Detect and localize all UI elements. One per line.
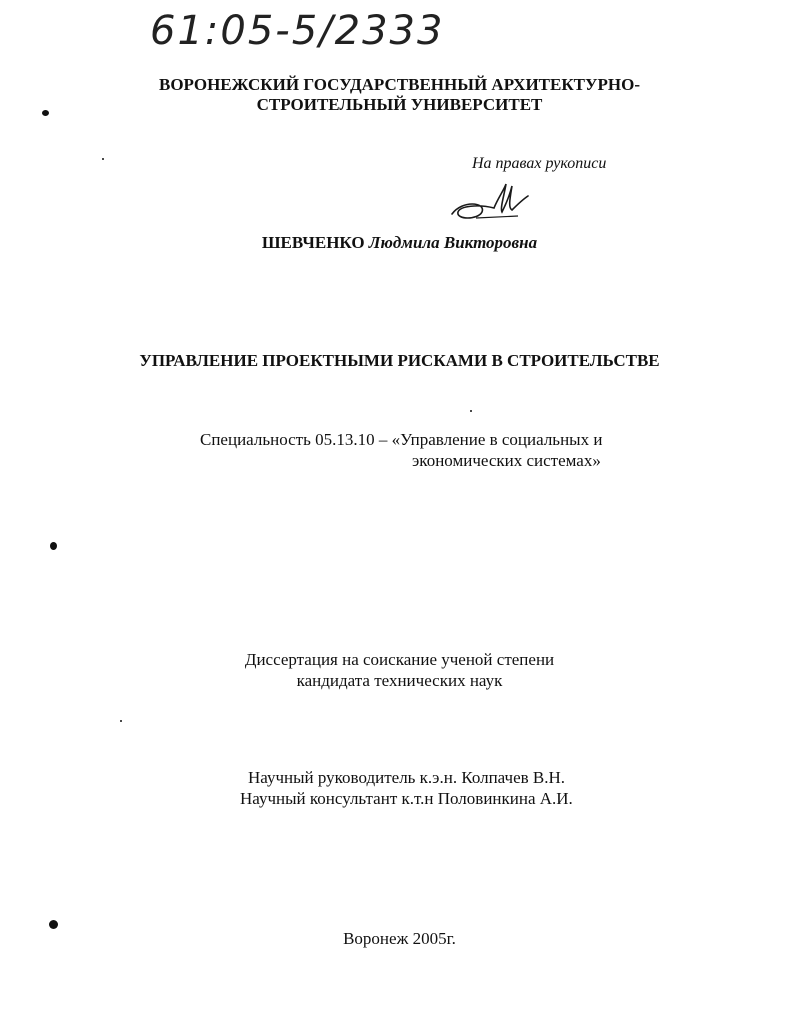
- handwritten-archive-number: 61:05-5/2333: [150, 8, 445, 54]
- scan-speck: [50, 542, 57, 550]
- institution-line-1: ВОРОНЕЖСКИЙ ГОСУДАРСТВЕННЫЙ АРХИТЕКТУРНО-: [159, 75, 640, 94]
- specialty-line-2: экономических системах»: [412, 451, 601, 470]
- author-name: [0, 232, 799, 254]
- degree-line-1: Диссертация на соискание ученой степени: [244, 650, 555, 669]
- author-surname: ШЕВЧЕНКО: [261, 233, 365, 252]
- scan-speck: [49, 920, 58, 929]
- rights-note: На правах рукописи: [472, 155, 607, 172]
- place-and-year: Воронеж 2005г.: [343, 929, 456, 948]
- scientific-consultant: Научный консультант к.т.н Половинкина А.И.: [240, 789, 573, 808]
- scientific-supervisor: Научный руководитель к.э.н. Колпачев В.Н.: [248, 768, 566, 787]
- scan-speck: [42, 110, 49, 116]
- scan-speck: [470, 410, 472, 412]
- degree-line-2: кандидата технических наук: [296, 671, 503, 690]
- author-given-names: Людмила Викторовна: [368, 233, 538, 252]
- dissertation-title: УПРАВЛЕНИЕ ПРОЕКТНЫМИ РИСКАМИ В СТРОИТЕЛЬСТВЕ: [139, 351, 660, 370]
- institution-line-2: СТРОИТЕЛЬНЫЙ УНИВЕРСИТЕТ: [256, 95, 543, 114]
- scan-speck: [120, 720, 122, 722]
- specialty-line-1: Специальность 05.13.10 – «Управление в социальных и: [200, 430, 603, 449]
- scan-speck: [102, 158, 104, 160]
- signature-icon: [448, 178, 538, 233]
